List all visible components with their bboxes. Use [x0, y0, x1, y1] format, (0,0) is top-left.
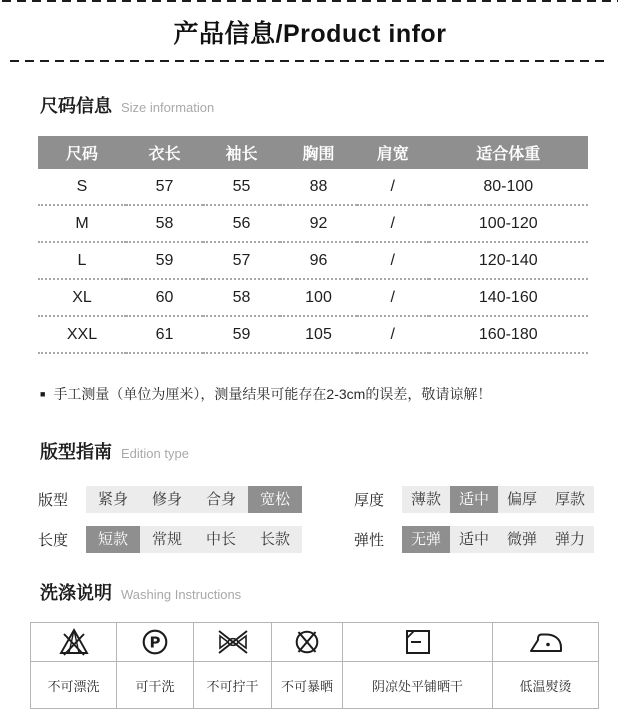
size-cell: 96 [280, 242, 357, 279]
option-chip: 弹力 [546, 526, 594, 553]
size-cell: 58 [203, 279, 280, 316]
washing-table [30, 622, 599, 709]
table-row [38, 242, 588, 279]
size-cell: 55 [203, 169, 280, 205]
low-temp-iron-icon [493, 623, 599, 662]
size-cell: / [357, 169, 429, 205]
option-bar [86, 526, 302, 553]
table-row [38, 316, 588, 353]
size-cell: 60 [126, 279, 203, 316]
option-chip: 长款 [248, 526, 302, 553]
size-section-header [40, 92, 620, 118]
size-cell: / [357, 279, 429, 316]
page-title: 产品信息/Product infor [173, 20, 447, 48]
size-section-subtitle: Size information [121, 100, 215, 115]
size-cell: 160-180 [429, 316, 589, 353]
edition-section-header [40, 438, 620, 464]
option-chip: 厚款 [546, 486, 594, 513]
no-bleach-icon [31, 623, 117, 662]
size-column-header: 肩宽 [357, 136, 429, 169]
dry-clean-p-icon [117, 623, 194, 662]
option-bar [402, 486, 594, 513]
washing-label: 不可拧干 [194, 662, 272, 709]
size-cell: S [38, 169, 126, 205]
option-chip: 合身 [194, 486, 248, 513]
attribute-group [38, 486, 354, 513]
title-dashed-divider [10, 60, 610, 62]
table-row [38, 169, 588, 205]
size-cell: 57 [126, 169, 203, 205]
washing-icons-row [31, 623, 599, 662]
attribute-group [354, 526, 620, 553]
size-cell: 61 [126, 316, 203, 353]
option-chip: 中长 [194, 526, 248, 553]
dry-flat-shade-icon [343, 623, 493, 662]
table-row [38, 205, 588, 242]
svg-text:P: P [149, 633, 161, 652]
option-chip: 微弹 [498, 526, 546, 553]
option-chip: 修身 [140, 486, 194, 513]
washing-label: 不可漂洗 [31, 662, 117, 709]
option-chip-selected: 短款 [86, 526, 140, 553]
option-chip: 紧身 [86, 486, 140, 513]
size-table-header-row [38, 136, 588, 169]
size-cell: 59 [126, 242, 203, 279]
edition-section-subtitle: Edition type [121, 446, 189, 461]
washing-labels-row [31, 662, 599, 709]
edition-attribute-groups [38, 486, 620, 553]
washing-label: 阴凉处平铺晒干 [343, 662, 493, 709]
option-chip: 偏厚 [498, 486, 546, 513]
size-cell: / [357, 205, 429, 242]
size-cell: 88 [280, 169, 357, 205]
washing-section-header [40, 579, 620, 605]
size-column-header: 胸围 [280, 136, 357, 169]
table-row [38, 279, 588, 316]
attribute-group-label: 弹性 [354, 532, 385, 549]
attribute-group-label: 长度 [38, 532, 69, 549]
size-table [38, 136, 588, 354]
size-section-title: 尺码信息 [40, 96, 112, 116]
option-chip-selected: 无弹 [402, 526, 450, 553]
size-cell: / [357, 242, 429, 279]
size-table-body [38, 169, 588, 353]
washing-label: 低温熨烫 [493, 662, 599, 709]
option-chip: 薄款 [402, 486, 450, 513]
attribute-group [38, 526, 354, 553]
washing-section-subtitle: Washing Instructions [121, 587, 242, 602]
size-cell: XL [38, 279, 126, 316]
washing-label: 不可暴晒 [272, 662, 343, 709]
option-bar [402, 526, 594, 553]
attribute-group [354, 486, 620, 513]
size-cell: 59 [203, 316, 280, 353]
measurement-note [40, 384, 620, 404]
size-cell: 80-100 [429, 169, 589, 205]
size-cell: 57 [203, 242, 280, 279]
size-cell: 100-120 [429, 205, 589, 242]
washing-section-title: 洗涤说明 [40, 583, 112, 603]
measurement-note-text: 手工测量（单位为厘米），测量结果可能存在2-3cm的误差，敬请谅解！ [53, 386, 492, 402]
size-cell: 56 [203, 205, 280, 242]
size-cell: 100 [280, 279, 357, 316]
no-wring-icon [194, 623, 272, 662]
size-column-header: 尺码 [38, 136, 126, 169]
washing-label: 可干洗 [117, 662, 194, 709]
size-column-header: 适合体重 [429, 136, 589, 169]
size-cell: M [38, 205, 126, 242]
size-cell: 58 [126, 205, 203, 242]
size-cell: / [357, 316, 429, 353]
option-bar [86, 486, 302, 513]
attribute-group-label: 版型 [38, 492, 69, 509]
size-cell: 105 [280, 316, 357, 353]
attribute-group-label: 厚度 [354, 492, 385, 509]
size-cell: 120-140 [429, 242, 589, 279]
size-cell: XXL [38, 316, 126, 353]
size-cell: L [38, 242, 126, 279]
option-chip: 适中 [450, 526, 498, 553]
edition-section-title: 版型指南 [40, 442, 112, 462]
size-table-head [38, 136, 588, 169]
option-chip-selected: 适中 [450, 486, 498, 513]
top-dashed-divider [2, 0, 618, 2]
square-bullet-icon: ■ [40, 389, 46, 399]
size-cell: 140-160 [429, 279, 589, 316]
size-cell: 92 [280, 205, 357, 242]
size-column-header: 袖长 [203, 136, 280, 169]
no-sun-dry-icon [272, 623, 343, 662]
option-chip-selected: 宽松 [248, 486, 302, 513]
size-column-header: 衣长 [126, 136, 203, 169]
option-chip: 常规 [140, 526, 194, 553]
